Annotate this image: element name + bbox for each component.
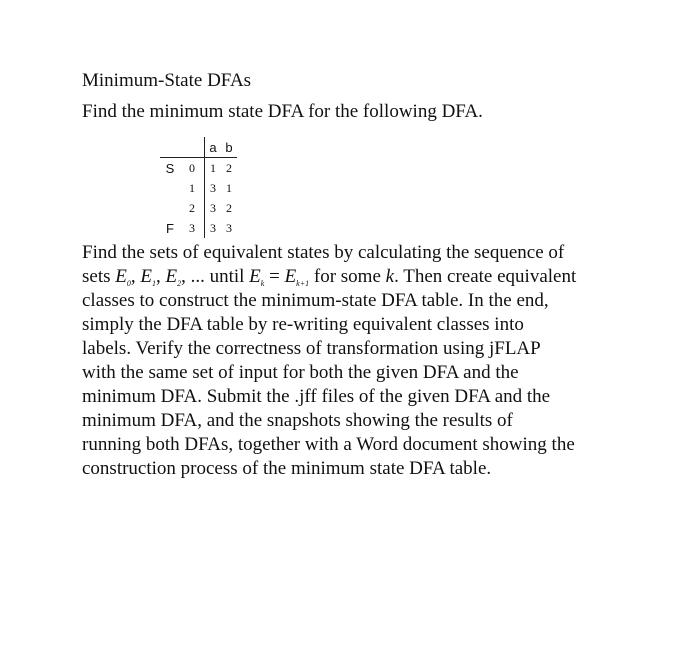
start-state-marker: S <box>165 160 175 176</box>
subscript-k: k <box>260 279 265 288</box>
table-row <box>160 158 237 179</box>
transition-a: 3 <box>210 220 216 235</box>
text-segment: , <box>155 266 166 287</box>
table-row <box>160 218 237 238</box>
paragraph-line: construction process of the minimum state DFA table. <box>82 458 492 479</box>
state-marker <box>160 178 180 198</box>
column-header-b: b <box>221 137 237 158</box>
paragraph-line: minimum DFA. Submit the .jff files of the given DFA and the <box>82 386 551 407</box>
page-title: Minimum-State DFAs <box>82 70 252 91</box>
header-marker-cell <box>160 137 180 158</box>
paragraph-line: running both DFAs, together with a Word document showing the <box>82 434 575 455</box>
transition-b: 3 <box>226 220 232 235</box>
paragraph-line: with the same set of input for both the given DFA and the <box>82 362 519 383</box>
paragraph-line: classes to construct the minimum-state DFA table. In the end, <box>82 290 549 311</box>
text-segment: sets <box>82 266 116 287</box>
paragraph-line: simply the DFA table by re-writing equivalent classes into <box>82 314 524 335</box>
subscript-2: 2 <box>177 279 182 288</box>
subscript-k-plus-1: k+1 <box>296 279 310 288</box>
header-state-cell <box>180 137 205 158</box>
transition-a: 1 <box>210 160 216 175</box>
state-label: 1 <box>180 178 205 198</box>
final-state-marker: F <box>166 220 174 236</box>
instruction-text: Find the minimum state DFA for the following DFA. <box>82 101 483 122</box>
text-segment: . Then create equivalent <box>394 266 577 287</box>
text-segment: for some <box>309 266 386 287</box>
text-segment: = <box>264 266 285 287</box>
state-label: 2 <box>180 198 205 218</box>
paragraph-line: labels. Verify the correctness of transformation using jFLAP <box>82 338 541 359</box>
subscript-0: 0 <box>126 279 131 288</box>
math-e0: E <box>115 266 127 287</box>
text-segment: , ... until <box>181 266 250 287</box>
transition-a: 3 <box>210 200 216 215</box>
paragraph-line-with-math <box>82 265 627 289</box>
table-header-row <box>160 137 237 158</box>
body-paragraph <box>82 241 627 481</box>
paragraph-line: minimum DFA, and the snapshots showing the results of <box>82 410 513 431</box>
math-e1: E <box>140 266 152 287</box>
table-row <box>160 198 237 218</box>
column-header-a: a <box>205 137 222 158</box>
transition-b: 2 <box>226 160 232 175</box>
transition-b: 1 <box>226 180 232 195</box>
transition-a: 3 <box>210 180 216 195</box>
state-label: 3 <box>180 218 205 238</box>
transition-b: 2 <box>226 200 232 215</box>
math-ek1: E <box>284 266 297 287</box>
table-row <box>160 178 237 198</box>
dfa-transition-table <box>160 137 237 238</box>
paragraph-line: Find the sets of equivalent states by calculating the sequence of <box>82 242 565 263</box>
state-label: 0 <box>180 158 205 179</box>
text-segment: , <box>130 266 141 287</box>
subscript-1: 1 <box>151 279 156 288</box>
state-marker <box>160 198 180 218</box>
math-e2: E <box>165 266 178 287</box>
math-k: k <box>385 266 395 287</box>
math-ek: E <box>249 266 261 287</box>
